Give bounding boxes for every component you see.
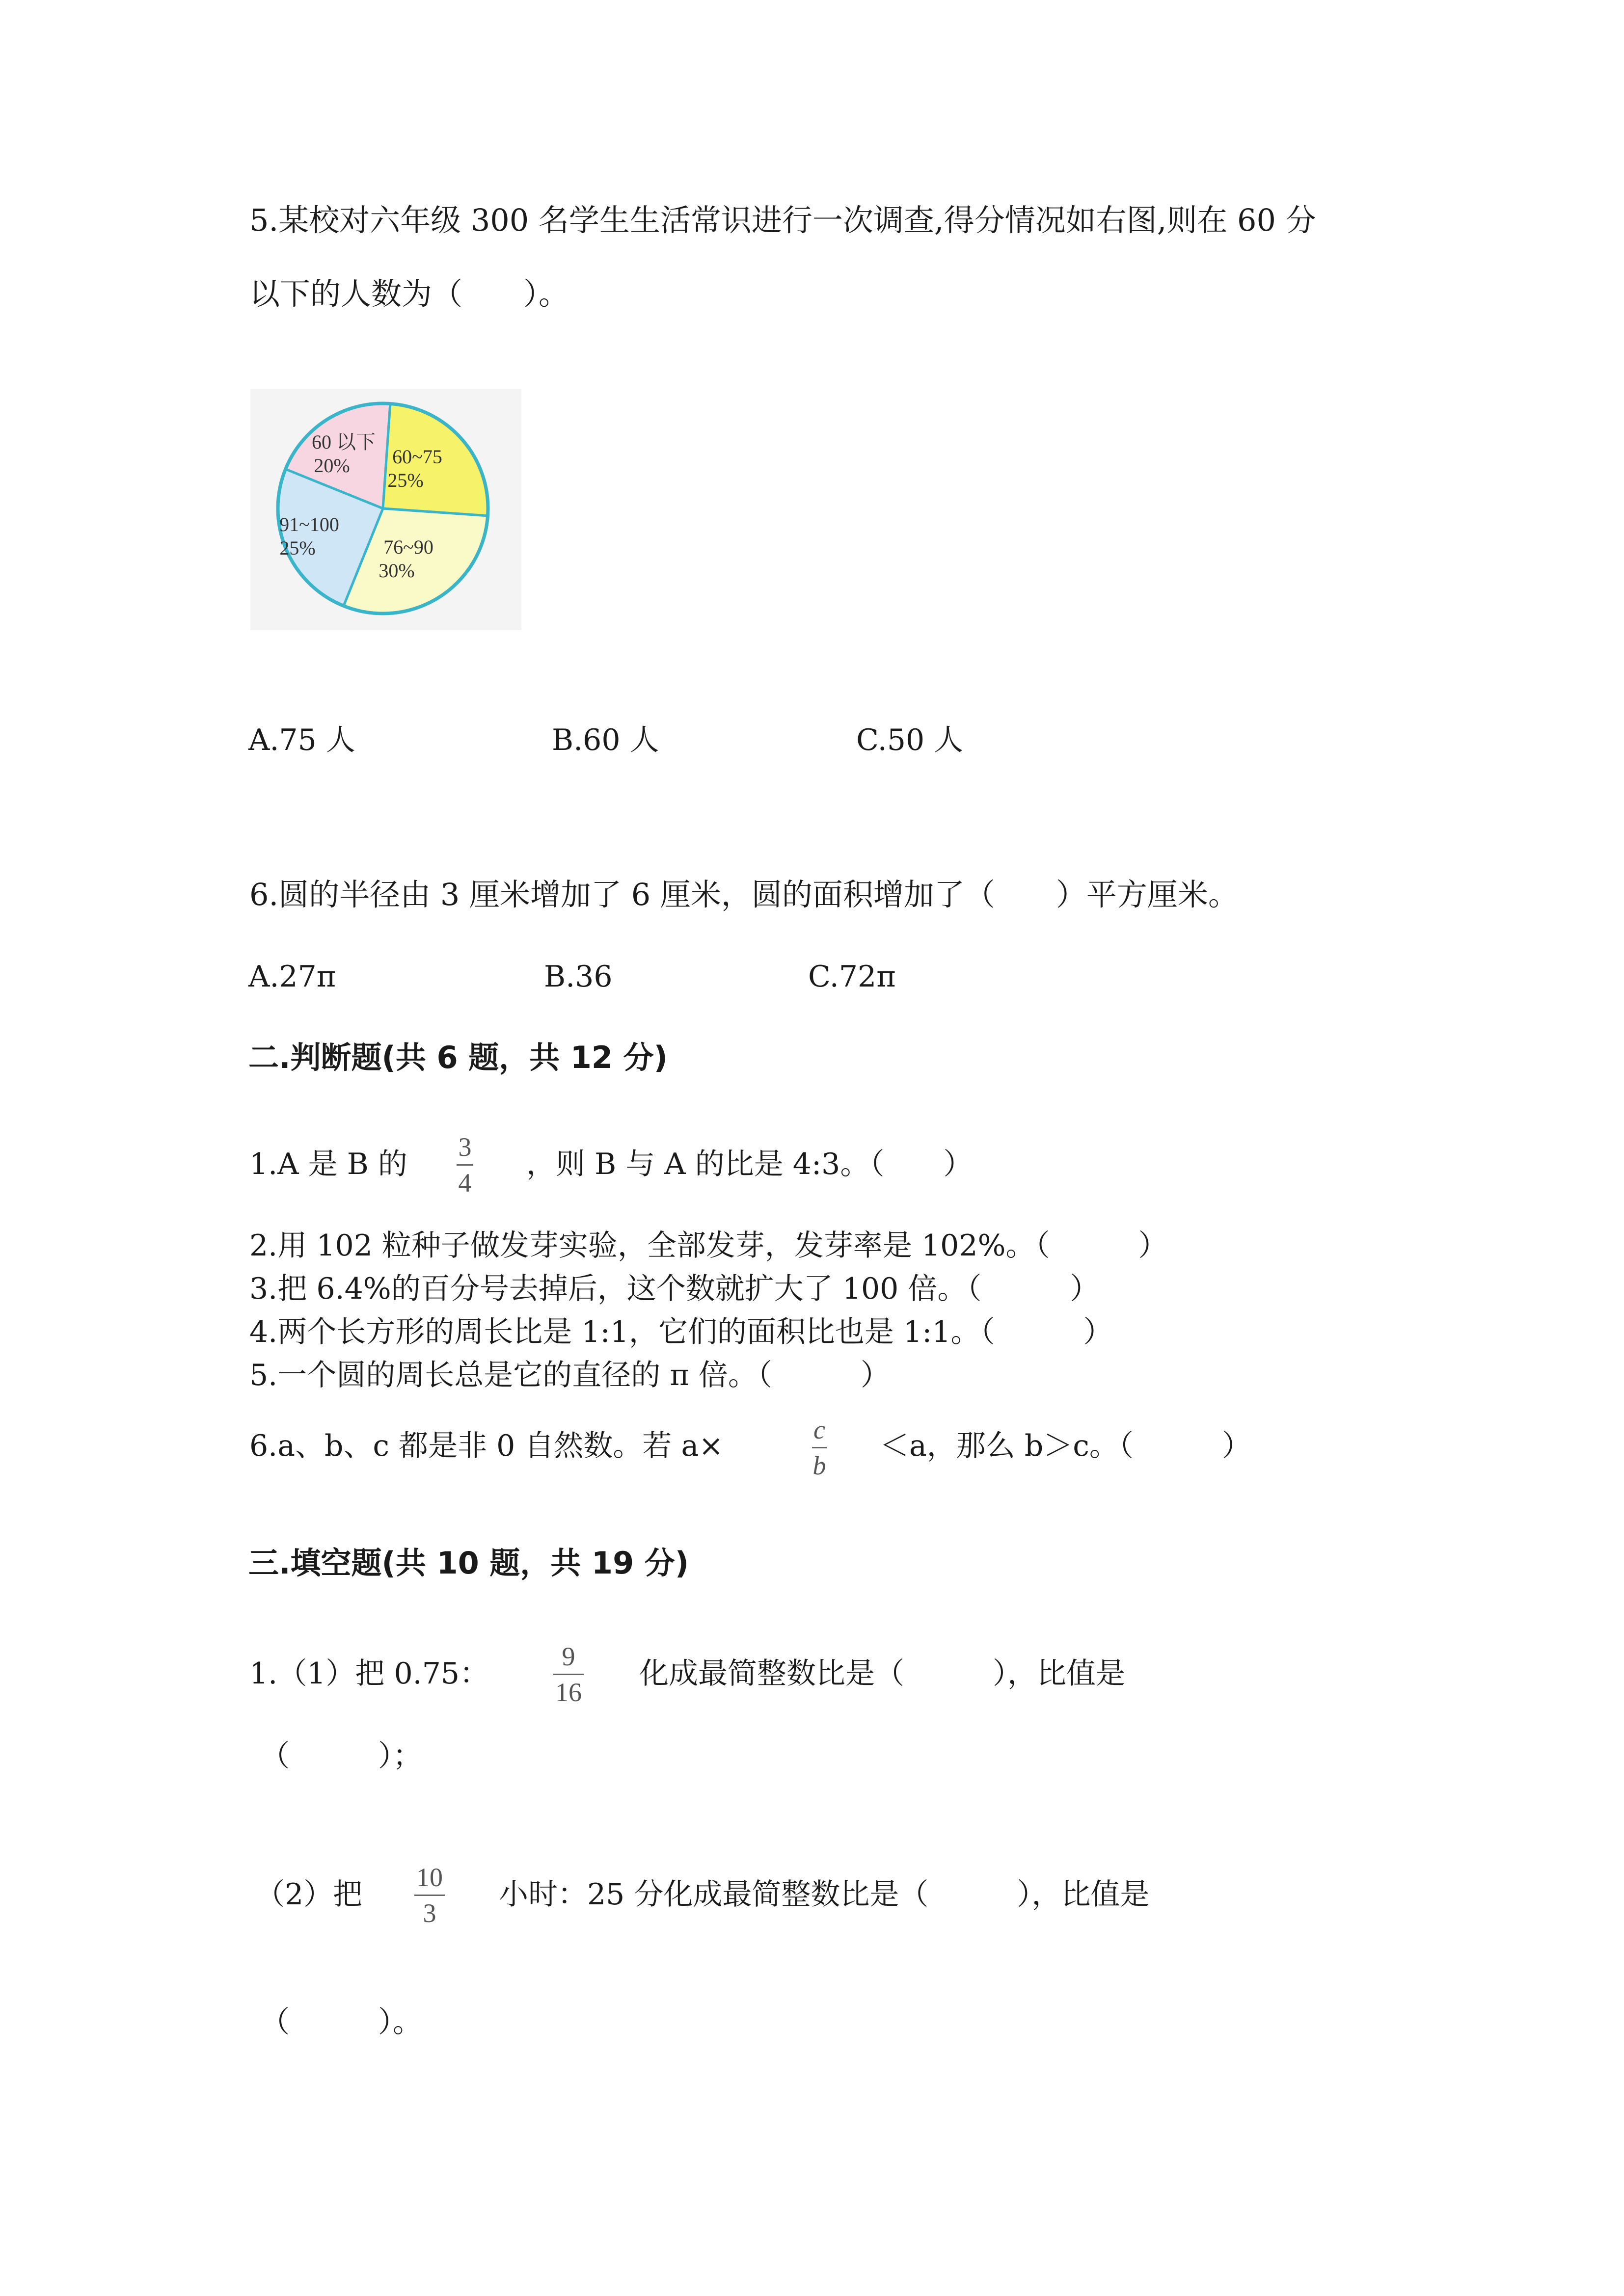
pie-label-name-4: 91~100: [279, 513, 339, 535]
s2-q1-pre: 1.A 是 B 的: [249, 1147, 407, 1181]
s3-q1b-line2: （ ）。: [260, 2005, 422, 2039]
pie-label-name-1: 60 以下: [312, 431, 376, 453]
q5-option-c: C.50 人: [856, 723, 964, 757]
pie-label-percent-3: 30%: [379, 560, 415, 582]
fraction-numerator: 9: [562, 1642, 575, 1671]
fraction-bar: [457, 1164, 473, 1166]
fraction-bar: [812, 1447, 827, 1448]
s2-q3: 3.把 6.4%的百分号去掉后，这个数就扩大了 100 倍。（ ）: [249, 1272, 1100, 1306]
fraction-bar: [553, 1674, 584, 1675]
pie-label-percent-2: 25%: [387, 469, 424, 491]
q6-option-c: C.72π: [808, 960, 896, 994]
s2-q1-fraction: [453, 1133, 477, 1198]
fraction-numerator: 3: [458, 1132, 472, 1162]
q6-option-a: A.27π: [248, 960, 336, 994]
section3-heading: 三.填空题(共 10 题，共 19 分): [248, 1545, 689, 1581]
s3-q1-fraction: [549, 1642, 588, 1707]
q5-option-b: B.60 人: [552, 723, 659, 757]
fraction-numerator: 10: [416, 1863, 443, 1892]
s2-q6-pre: 6.a、b、c 都是非 0 自然数。若 a×: [249, 1429, 724, 1463]
s2-q4: 4.两个长方形的周长比是 1:1，它们的面积比也是 1:1。（ ）: [249, 1315, 1113, 1349]
q5-text-line1: 5.某校对六年级 300 名学生生活常识进行一次调查,得分情况如右图,则在 60 分: [249, 202, 1316, 238]
fraction-numerator: c: [813, 1415, 825, 1444]
pie-label-name-2: 60~75: [392, 446, 442, 468]
s3-q1b-post: 小时：25 分化成最简整数比是（ ），比值是: [499, 1877, 1150, 1912]
section2-heading: 二.判断题(共 6 题，共 12 分): [248, 1040, 668, 1075]
fraction-denominator: 16: [555, 1678, 582, 1708]
s3-q1b-fraction: [410, 1863, 449, 1928]
q6-option-b: B.36: [544, 960, 613, 994]
q5-text-line2: 以下的人数为（ ）。: [249, 276, 569, 312]
s3-q1-pre: 1.（1）把 0.75：: [249, 1656, 489, 1691]
s3-q1b-pre: （2）把: [255, 1877, 363, 1912]
s2-q1-post: ，则 B 与 A 的比是 4:3。（ ）: [526, 1147, 973, 1181]
s2-q5: 5.一个圆的周长总是它的直径的 π 倍。（ ）: [249, 1358, 890, 1392]
pie-chart: [250, 389, 521, 630]
fraction-denominator: 4: [458, 1168, 472, 1198]
q6-text: 6.圆的半径由 3 厘米增加了 6 厘米，圆的面积增加了（ ）平方厘米。: [249, 877, 1239, 912]
s2-q6-fraction: [808, 1415, 831, 1480]
pie-label-percent-4: 25%: [279, 537, 316, 559]
fraction-denominator: b: [812, 1451, 826, 1481]
pie-label-percent-1: 20%: [314, 454, 350, 477]
pie-label-name-3: 76~90: [383, 536, 433, 558]
pie-svg: [250, 389, 521, 630]
q5-option-a: A.75 人: [248, 723, 355, 757]
s2-q6-post: ＜a，那么 b＞c。（ ）: [880, 1429, 1251, 1463]
fraction-bar: [414, 1895, 445, 1896]
s3-q1-post: 化成最简整数比是（ ），比值是: [639, 1656, 1125, 1691]
s3-q1-line2: （ ）；: [260, 1739, 422, 1773]
s2-q2: 2.用 102 粒种子做发芽实验，全部发芽，发芽率是 102%。（ ）: [249, 1228, 1168, 1263]
fraction-denominator: 3: [423, 1898, 436, 1928]
